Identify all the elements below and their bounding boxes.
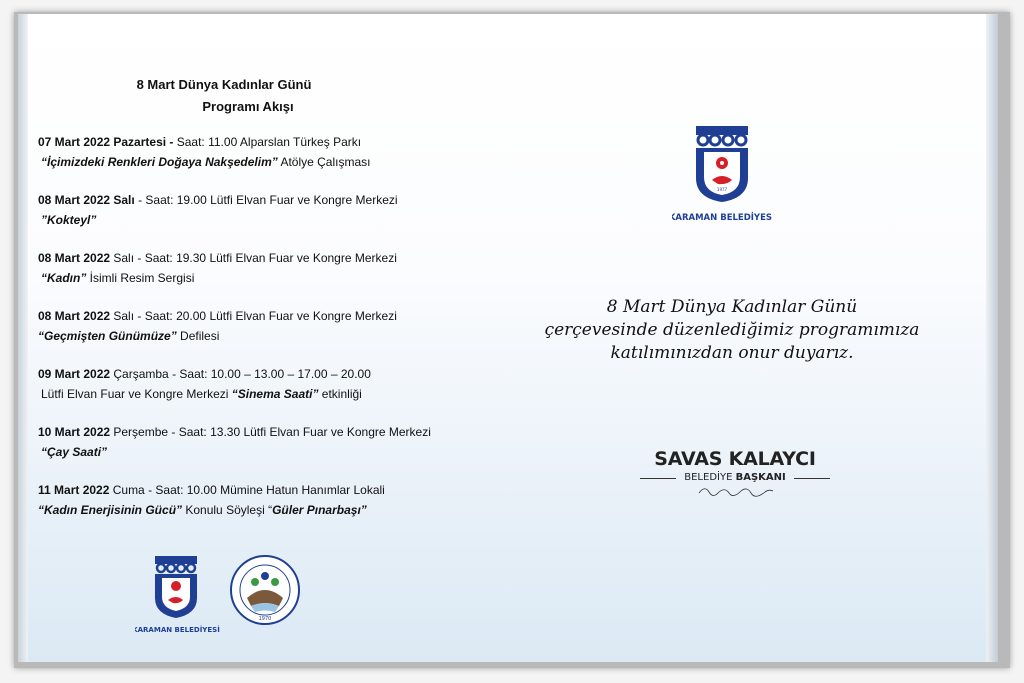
handwritten-signature	[695, 483, 775, 499]
entry-date: 08 Mart 2022	[38, 251, 111, 265]
entry-event-name: “İçimizdeki Renkleri Doğaya Nakşedelim”	[41, 155, 278, 169]
entry-date: 11 Mart 2022	[38, 483, 110, 497]
entry-event-name: “Kadın Enerjisinin Gücü”	[38, 503, 183, 517]
partner-logos	[135, 552, 355, 642]
entry-event-name: “Sinema Saati”	[231, 387, 319, 401]
program-title-line2: Programı Akışı	[202, 99, 294, 114]
entry-date: 08 Mart 2022 Salı	[38, 193, 135, 207]
program-entry	[38, 422, 458, 462]
entry-event-name: “Kadın”	[41, 271, 87, 285]
halk-egitim-year: 1970	[258, 616, 272, 622]
program-entry	[38, 190, 458, 230]
entry-details: Salı - Saat: 20.00 Lütfi Elvan Fuar ve Kongre Merkezi	[110, 309, 397, 323]
entry-details: Perşembe - Saat: 13.30 Lütfi Elvan Fuar ve Kongre Merkezi	[110, 425, 431, 439]
invitation-line1: 8 Mart Dünya Kadınlar Günü	[606, 297, 858, 317]
logos-svg	[135, 552, 355, 642]
entry-event-name: “Çay Saati”	[41, 445, 108, 459]
entry-event-type: İsimli Resim Sergisi	[86, 271, 195, 285]
invitation-line2: çerçevesinde düzenlediğimiz programımıza	[544, 320, 920, 340]
mayor-title-prefix: BELEDİYE	[684, 472, 736, 483]
program-entry	[38, 364, 458, 404]
entry-event-type: etkinliği	[318, 387, 362, 401]
entry-date: 10 Mart 2022	[38, 425, 111, 439]
entry-details: Salı - Saat: 19.30 Lütfi Elvan Fuar ve Kongre Merkezi	[110, 251, 397, 265]
entry-details: - Saat: 19.00 Lütfi Elvan Fuar ve Kongre Merkezi	[134, 193, 398, 207]
entry-event-type: Atölye Çalışması	[277, 155, 371, 169]
municipality-logo-svg	[672, 122, 772, 232]
entry-event-type: Defilesi	[176, 329, 220, 343]
entry-event-name: “Geçmişten Günümüze”	[38, 329, 177, 343]
municipality-year: 1977	[716, 187, 728, 192]
entry-details: Cuma - Saat: 10.00 Mümine Hatun Hanımlar Lokali	[109, 483, 385, 497]
mayor-title	[640, 472, 830, 483]
program-title-line1: 8 Mart Dünya Kadınlar Günü	[136, 77, 312, 92]
mayor-signature-block	[640, 448, 830, 504]
program-entry	[38, 480, 458, 520]
entry-date: 09 Mart 2022	[38, 367, 111, 381]
karaman-municipality-logo-small	[135, 556, 220, 634]
municipality-logo-text: KARAMAN BELEDİYESİ	[135, 626, 220, 634]
entry-date: 07 Mart 2022 Pazartesi -	[38, 135, 177, 149]
mayor-title-bold: BAŞKANI	[735, 472, 786, 483]
program-title	[38, 74, 458, 118]
program-entry	[38, 248, 458, 288]
entry-date: 08 Mart 2022	[38, 309, 111, 323]
entry-details: Çarşamba - Saat: 10.00 – 13.00 – 17.00 – 20.00	[110, 367, 371, 381]
card-right-edge	[986, 14, 998, 662]
program-entry	[38, 306, 458, 346]
entry-venue: Lütfi Elvan Fuar ve Kongre Merkezi	[41, 387, 232, 401]
invitation-line3: katılımınızdan onur duyarız.	[610, 343, 854, 363]
invitation-text	[532, 296, 932, 365]
mayor-name: SAVAS KALAYCI	[654, 448, 816, 470]
entry-speaker: Güler Pınarbaşı”	[272, 503, 367, 517]
entry-details: Saat: 11.00 Alparslan Türkeş Parkı	[176, 135, 362, 149]
entry-event-name: ”Kokteyl”	[41, 213, 97, 227]
municipality-name: KARAMAN BELEDİYESİ	[672, 213, 772, 223]
card-left-edge	[18, 14, 28, 662]
halk-egitim-logo	[231, 556, 299, 624]
program-panel	[38, 74, 458, 520]
program-entry	[38, 132, 458, 172]
entry-event-type: Konulu Söyleşi “	[182, 503, 273, 517]
karaman-municipality-logo	[672, 122, 772, 232]
